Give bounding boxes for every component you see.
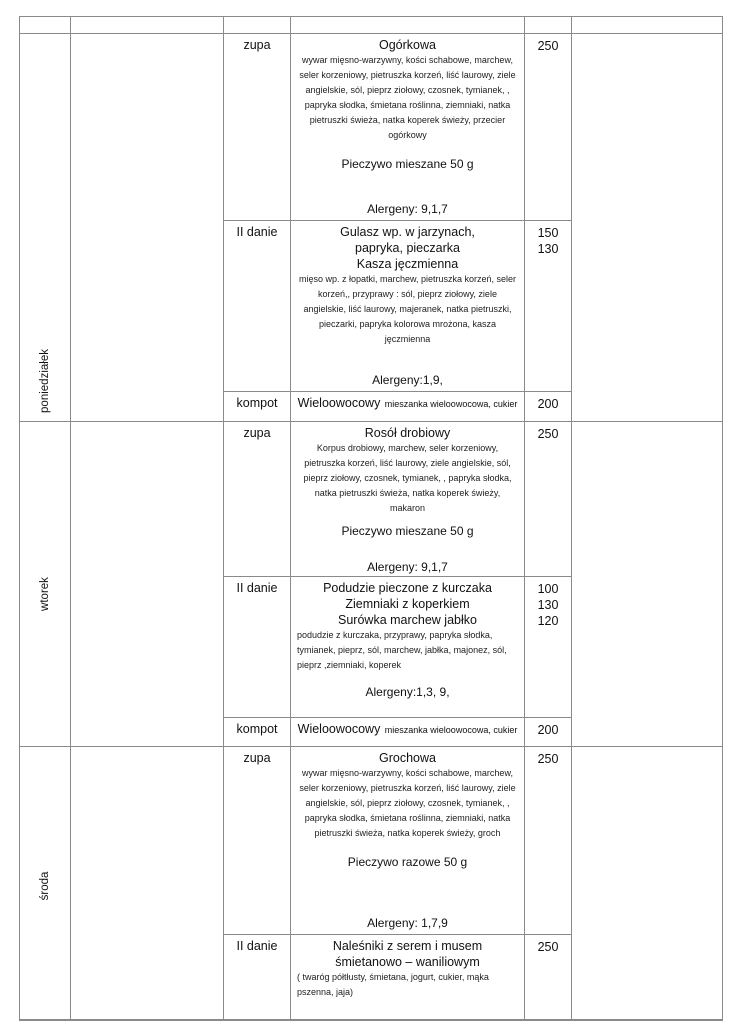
quantity xyxy=(525,935,571,955)
quantity-value: 250 xyxy=(537,39,559,53)
quantity xyxy=(525,422,571,442)
ingredients: wywar mięsno-warzywny, kości schabowe, marchew, seler korzeniowy, pietruszka korzeń, liść laurowy, ziele angielskie, sól, pieprz ziołowy, czosnek, tymianek, , papryka słodka, śmietana roślinna, ziemniaki, natka pietruszki świeża, natka koperek świeży, przecier ogórkowy xyxy=(299,55,516,140)
meal-type: kompot xyxy=(236,722,278,736)
meal-type: II danie xyxy=(236,581,278,595)
dish-name: Surówka marchew jabłko xyxy=(338,613,477,627)
ingredients: mieszanka wieloowocowa, cukier xyxy=(384,725,518,735)
day-label: środa xyxy=(39,871,51,901)
meal-description xyxy=(291,221,524,391)
allergens: Alergeny: 9,1,7 xyxy=(367,560,448,574)
meal-type: zupa xyxy=(243,38,271,52)
meal-description xyxy=(291,718,524,746)
meal-description xyxy=(291,392,524,421)
day-label: wtorek xyxy=(39,577,51,611)
dish-name: Kasza jęczmienna xyxy=(356,257,459,271)
col-divider xyxy=(70,16,71,1020)
col-divider xyxy=(524,16,525,1020)
dish-name: Gulasz wp. w jarzynach, papryka, pieczarka xyxy=(340,225,475,255)
quantity xyxy=(525,34,571,54)
quantity xyxy=(525,577,571,629)
bread: Pieczywo mieszane 50 g xyxy=(341,157,474,171)
quantity-value: 130 xyxy=(537,242,559,256)
day-label: poniedziałek xyxy=(39,349,51,413)
meal-description xyxy=(291,747,524,934)
dish-name: Wieloowocowy xyxy=(297,722,381,736)
ingredients: Korpus drobiowy, marchew, seler korzeniowy, pietruszka korzeń, liść laurowy, ziele angielskie, sól, pieprz ziołowy, czosnek, tymianek, , papryka słodka, natka pietruszki świeża, natka koperek świeży, makaron xyxy=(303,443,512,513)
quantity-value: 250 xyxy=(537,940,559,954)
meal-description xyxy=(291,935,524,1019)
meal-type: zupa xyxy=(243,426,271,440)
meal-type: zupa xyxy=(243,751,271,765)
col-divider xyxy=(19,16,20,1020)
table-border-top xyxy=(19,16,723,17)
dish-name: Wieloowocowy xyxy=(297,396,381,410)
allergens: Alergeny:1,3, 9, xyxy=(365,685,450,699)
meal-type: II danie xyxy=(236,939,278,953)
ingredients: podudzie z kurczaka, przyprawy, papryka słodka, tymianek, pieprz, sól, marchew, jabłka, majonez, sól, pieprz ,ziemniaki, koperek xyxy=(297,630,507,670)
ingredients: ( twaróg półtłusty, śmietana, jogurt, cukier, mąka pszenna, jaja) xyxy=(297,972,489,997)
quantity-value: 100 xyxy=(537,582,559,596)
quantity xyxy=(525,392,571,412)
quantity-value: 150 xyxy=(537,226,559,240)
meal-type: kompot xyxy=(236,396,278,410)
ingredients: mieszanka wieloowocowa, cukier xyxy=(384,399,518,409)
dish-name: Ziemniaki z koperkiem xyxy=(345,597,470,611)
quantity xyxy=(525,747,571,767)
dish-name: Rosół drobiowy xyxy=(364,426,451,440)
quantity-value: 130 xyxy=(537,598,559,612)
col-divider xyxy=(571,16,572,1020)
quantity xyxy=(525,221,571,257)
col-divider xyxy=(223,16,224,1020)
table-border-bottom xyxy=(19,1019,723,1021)
allergens: Alergeny:1,9, xyxy=(372,373,443,387)
dish-name: Grochowa xyxy=(379,751,436,765)
meal-description xyxy=(291,577,524,717)
table-border-right xyxy=(722,16,723,1020)
meal-type: II danie xyxy=(236,225,278,239)
quantity-value: 250 xyxy=(537,427,559,441)
allergens: Alergeny: 9,1,7 xyxy=(367,202,448,216)
meal-description xyxy=(291,34,524,220)
quantity-value: 120 xyxy=(537,614,559,628)
bread: Pieczywo mieszane 50 g xyxy=(341,524,474,538)
ingredients: wywar mięsno-warzywny, kości schabowe, marchew, seler korzeniowy, pietruszka korzeń, liść laurowy, ziele angielskie, sól, pieprz ziołowy, czosnek, tymianek, , papryka słodka, śmietana roślinna, ziemniaki, natka pietruszki świeża, natka koperek świeży, groch xyxy=(299,768,516,838)
allergens: Alergeny: 1,7,9 xyxy=(367,916,448,930)
ingredients: mięso wp. z łopatki, marchew, pietruszka korzeń, seler korzeń,, przyprawy : sól, pieprz ziołowy, ziele angielskie, liść laurowy, majeranek, natka pietruszki, pieczarki, papryka kolorowa mrożona, kasza jęczmienna xyxy=(298,274,517,344)
quantity xyxy=(525,718,571,738)
quantity-value: 200 xyxy=(537,397,559,411)
dish-name: Ogórkowa xyxy=(379,38,436,52)
bread: Pieczywo razowe 50 g xyxy=(347,855,468,869)
meal-description xyxy=(291,422,524,576)
quantity-value: 200 xyxy=(537,723,559,737)
quantity-value: 250 xyxy=(537,752,559,766)
dish-name: Naleśniki z serem i musem śmietanowo – waniliowym xyxy=(332,939,483,969)
dish-name: Podudzie pieczone z kurczaka xyxy=(323,581,492,595)
